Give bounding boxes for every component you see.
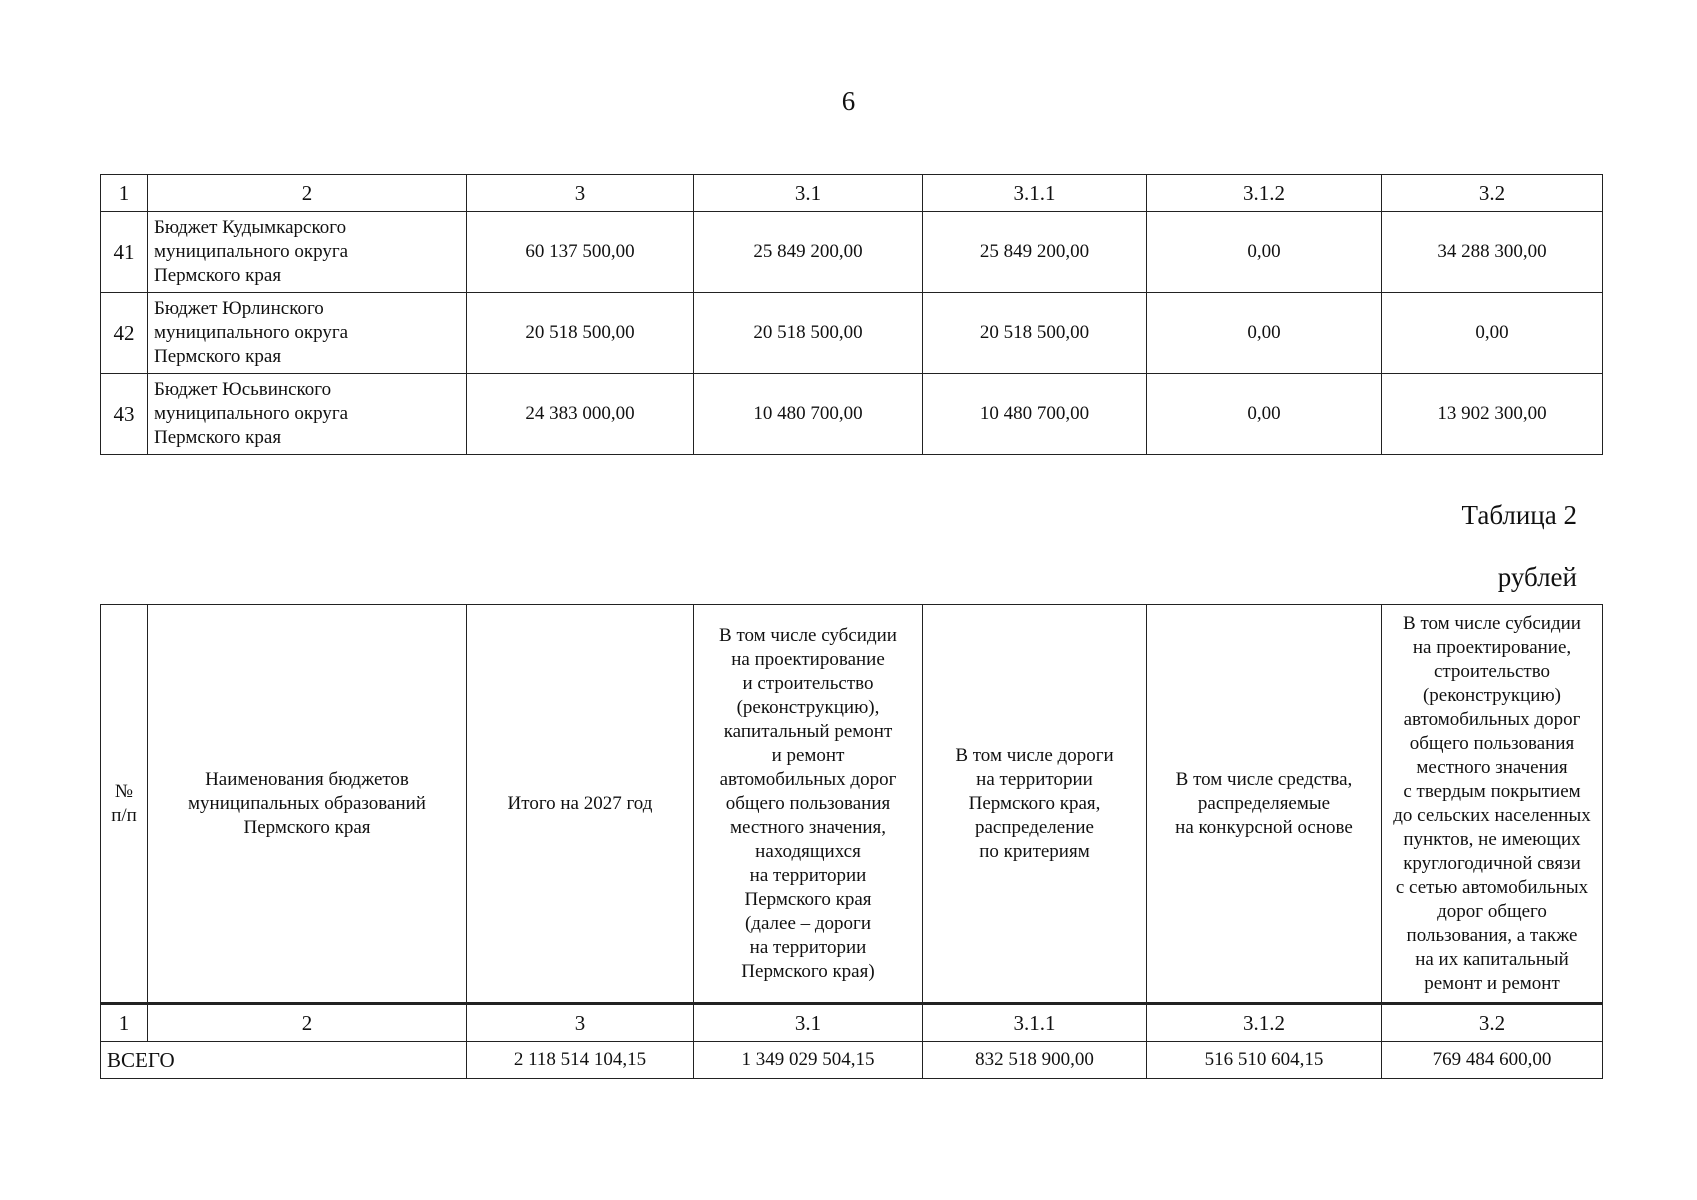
column-number: 3 [467, 175, 694, 212]
amount-3-1-1: 25 849 200,00 [923, 212, 1147, 293]
budget-name: Бюджет Юсьвинского муниципального округа Пермского края [148, 374, 467, 455]
column-number: 3.1.2 [1147, 1004, 1382, 1042]
header-number: № п/п [101, 605, 148, 1004]
header-row [101, 605, 1603, 1004]
amount-3-1-1: 832 518 900,00 [923, 1042, 1147, 1079]
total-amount: 20 518 500,00 [467, 293, 694, 374]
column-number: 3.1.2 [1147, 175, 1382, 212]
amount-3-1: 1 349 029 504,15 [694, 1042, 923, 1079]
column-number: 1 [101, 175, 148, 212]
header-budget-name: Наименования бюджетов муниципальных образований Пермского края [148, 605, 467, 1004]
units-caption: рублей [1497, 562, 1577, 592]
column-number-row [101, 1004, 1603, 1042]
column-number: 3.2 [1382, 1004, 1603, 1042]
row-number: 43 [101, 374, 148, 455]
header-3-1-2: В том числе средства, распределяемые на конкурсной основе [1147, 605, 1382, 1004]
column-number: 2 [148, 175, 467, 212]
column-number: 3.1.1 [923, 1004, 1147, 1042]
column-number: 1 [101, 1004, 148, 1042]
budget-summary-table [100, 604, 1603, 1079]
total-amount: 2 118 514 104,15 [467, 1042, 694, 1079]
amount-3-1: 25 849 200,00 [694, 212, 923, 293]
table-row [101, 374, 1603, 455]
column-number: 3 [467, 1004, 694, 1042]
header-3-2: В том числе субсидии на проектирование, строительство (реконструкцию) автомобильных дорог общего пользования местного значения с твердым покрытием до сельских населенных пунктов, не имеющих круглогодичной связи с сетью автомобильных дорог общего пользования, а также на их капитальный ремонт и ремонт [1382, 605, 1603, 1004]
table-row [101, 293, 1603, 374]
page-number: 6 [841, 86, 856, 116]
total-label: ВСЕГО [101, 1042, 467, 1079]
amount-3-1: 20 518 500,00 [694, 293, 923, 374]
amount-3-2: 769 484 600,00 [1382, 1042, 1603, 1079]
table-row [101, 212, 1603, 293]
row-number: 42 [101, 293, 148, 374]
column-number: 3.1 [694, 1004, 923, 1042]
table-caption: Таблица 2 [1461, 500, 1577, 530]
amount-3-1-2: 516 510 604,15 [1147, 1042, 1382, 1079]
budget-name: Бюджет Кудымкарского муниципального округа Пермского края [148, 212, 467, 293]
column-number: 2 [148, 1004, 467, 1042]
amount-3-2: 13 902 300,00 [1382, 374, 1603, 455]
amount-3-2: 34 288 300,00 [1382, 212, 1603, 293]
column-number: 3.2 [1382, 175, 1603, 212]
amount-3-1-2: 0,00 [1147, 293, 1382, 374]
amount-3-1-1: 10 480 700,00 [923, 374, 1147, 455]
amount-3-1-2: 0,00 [1147, 212, 1382, 293]
column-number: 3.1 [694, 175, 923, 212]
header-total: Итого на 2027 год [467, 605, 694, 1004]
budget-table-continued [100, 174, 1603, 455]
budget-name: Бюджет Юрлинского муниципального округа Пермского края [148, 293, 467, 374]
column-number: 3.1.1 [923, 175, 1147, 212]
row-number: 41 [101, 212, 148, 293]
amount-3-2: 0,00 [1382, 293, 1603, 374]
total-row [101, 1042, 1603, 1079]
total-amount: 60 137 500,00 [467, 212, 694, 293]
total-amount: 24 383 000,00 [467, 374, 694, 455]
header-3-1: В том числе субсидии на проектирование и строительство (реконструкцию), капитальный ремонт и ремонт автомобильных дорог общего пользования местного значения, находящихся на территории Пермского края (далее – дороги на территории Пермского края) [694, 605, 923, 1004]
amount-3-1-1: 20 518 500,00 [923, 293, 1147, 374]
amount-3-1-2: 0,00 [1147, 374, 1382, 455]
column-number-row [101, 175, 1603, 212]
amount-3-1: 10 480 700,00 [694, 374, 923, 455]
header-3-1-1: В том числе дороги на территории Пермского края, распределение по критериям [923, 605, 1147, 1004]
